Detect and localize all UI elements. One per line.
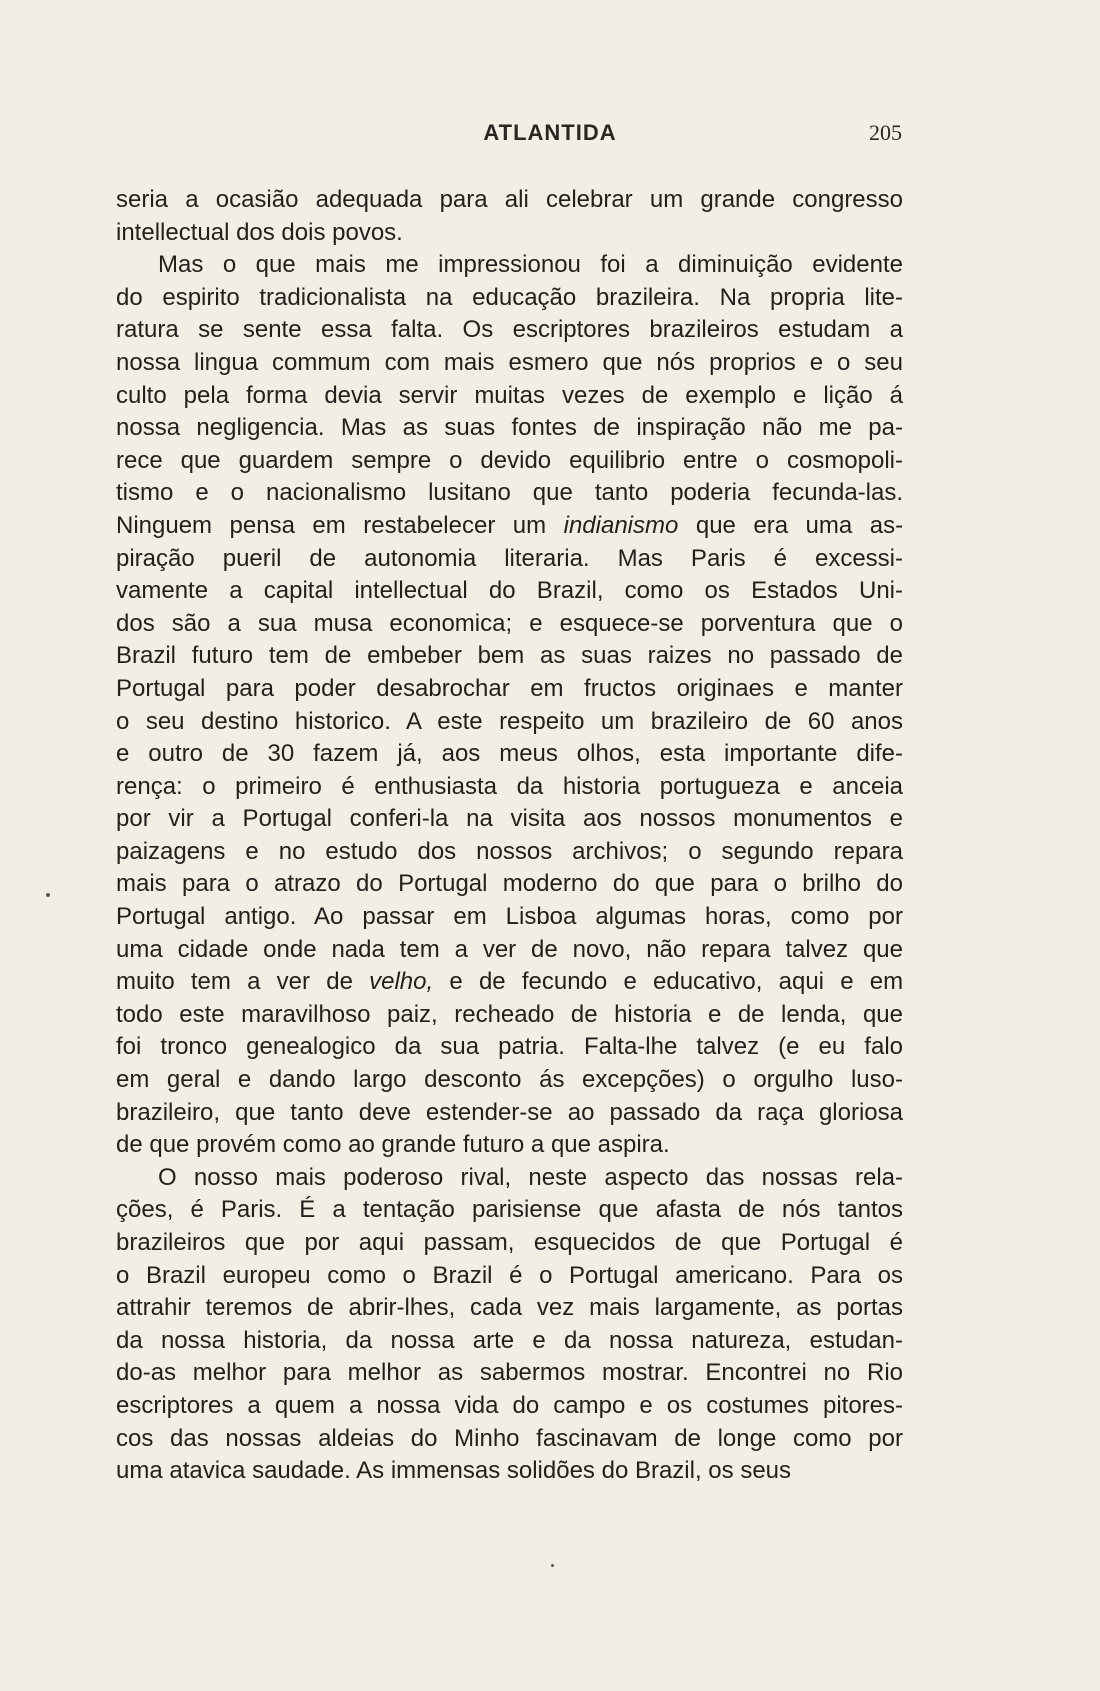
page-number: 205	[869, 120, 902, 145]
text-line: mais para o atrazo do Portugal moderno do que para o brilho do	[116, 870, 903, 898]
text-line: do espirito tradicionalista na educação brazileira. Na propria lite-	[116, 283, 903, 311]
text-line: de que provém como ao grande futuro a que aspira.	[116, 1131, 670, 1159]
text-line: do-as melhor para melhor as sabermos mostrar. Encontrei no Rio	[116, 1359, 903, 1387]
text-line: Ninguem pensa em restabelecer um indianismo que era uma as-	[116, 511, 904, 539]
text-line: o seu destino historico. A este respeito um brazileiro de 60 anos	[116, 707, 903, 735]
text-line: da nossa historia, da nossa arte e da nossa natureza, estudan-	[116, 1326, 903, 1354]
text-line: todo este maravilhoso paiz, recheado de historia e de lenda, que	[116, 1000, 903, 1028]
text-line: Brazil futuro tem de embeber bem as suas raizes no passado de	[116, 642, 903, 670]
text-line: ções, é Paris. É a tentação parisiense que afasta de nós tantos	[116, 1196, 903, 1224]
text-line: nossa negligencia. Mas as suas fontes de inspiração não me pa-	[116, 414, 903, 442]
text-line: o Brazil europeu como o Brazil é o Portugal americano. Para os	[116, 1261, 903, 1289]
text-line: em geral e dando largo desconto ás excepções) o orgulho luso-	[116, 1066, 903, 1094]
text-line: por vir a Portugal conferi-la na visita aos nossos monumentos e	[116, 805, 903, 833]
text-line: uma cidade onde nada tem a ver de novo, não repara talvez que	[116, 935, 903, 963]
text-line: seria a ocasião adequada para ali celebrar um grande congresso	[116, 186, 903, 213]
text-line: rença: o primeiro é enthusiasta da historia portugueza e anceia	[116, 772, 903, 800]
text-line: e outro de 30 fazem já, aos meus olhos, esta importante dife-	[116, 740, 903, 768]
running-title: ATLANTIDA	[483, 120, 617, 145]
text-line: Mas o que mais me impressionou foi a diminuição evidente	[158, 251, 903, 279]
paper-speck	[551, 1564, 554, 1567]
text-line: muito tem a ver de velho, e de fecundo e educativo, aqui e em	[116, 968, 904, 996]
text-line: escriptores a quem a nossa vida do campo e os costumes pitores-	[116, 1391, 903, 1419]
text-line: brazileiros que por aqui passam, esquecidos de que Portugal é	[116, 1229, 903, 1256]
text-line: cos das nossas aldeias do Minho fascinavam de longe como por	[116, 1424, 903, 1452]
text-line: uma atavica saudade. As immensas solidões do Brazil, os seus	[116, 1457, 792, 1485]
text-line: rece que guardem sempre o devido equilibrio entre o cosmopoli-	[116, 446, 903, 474]
text-line: culto pela forma devia servir muitas vezes de exemplo e lição á	[116, 381, 903, 409]
text-line: attrahir teremos de abrir-lhes, cada vez mais largamente, as portas	[116, 1294, 903, 1322]
text-line: brazileiro, que tanto deve estender-se ao passado da raça gloriosa	[116, 1098, 903, 1126]
text-line: nossa lingua commum com mais esmero que nós proprios e o seu	[116, 348, 903, 376]
text-line: O nosso mais poderoso rival, neste aspecto das nossas rela-	[158, 1163, 903, 1191]
paragraph-2	[116, 249, 903, 1162]
text-line: Portugal antigo. Ao passar em Lisboa algumas horas, como por	[116, 903, 903, 931]
text-line: piração pueril de autonomia literaria. Mas Paris é excessi-	[116, 544, 903, 572]
text-line: Portugal para poder desabrochar em fructos originaes e manter	[116, 674, 903, 702]
paper-speck	[46, 893, 50, 897]
paragraph-1	[116, 184, 903, 249]
text-line: vamente a capital intellectual do Brazil, como os Estados Uni-	[116, 577, 903, 605]
text-line: dos são a sua musa economica; e esquece-se porventura que o	[116, 609, 903, 637]
text-body	[116, 184, 903, 1488]
paragraph-3	[116, 1162, 903, 1488]
text-line: intellectual dos dois povos.	[116, 218, 403, 246]
text-line: ratura se sente essa falta. Os escriptores brazileiros estudam a	[116, 316, 903, 344]
text-line: foi tronco genealogico da sua patria. Falta-lhe talvez (e eu falo	[116, 1033, 903, 1061]
text-line: tismo e o nacionalismo lusitano que tanto poderia fecunda-las.	[116, 479, 903, 507]
text-line: paizagens e no estudo dos nossos archivos; o segundo repara	[116, 837, 903, 865]
